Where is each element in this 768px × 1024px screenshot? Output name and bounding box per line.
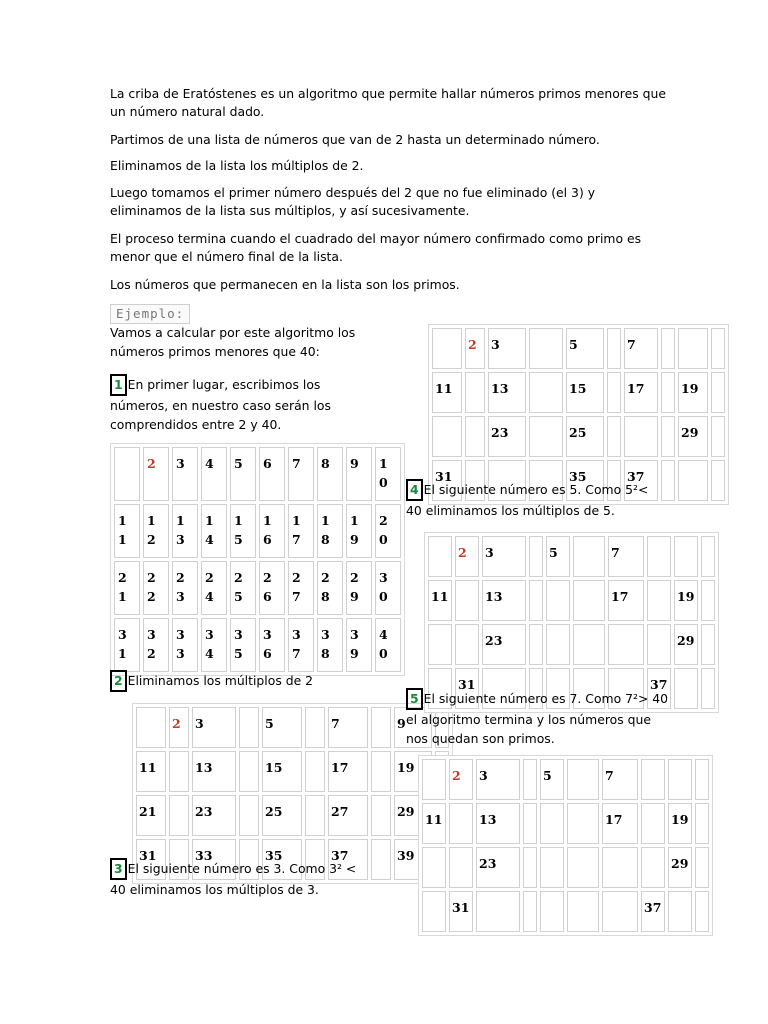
grid-cell: 29 [678, 416, 708, 457]
intro-paragraph-6: Los números que permanecen en la lista son los primos. [110, 277, 460, 292]
grid-cell: 3 1 [114, 618, 140, 672]
step-number: 3 [110, 858, 127, 880]
grid-cell [114, 447, 140, 501]
step-number: 2 [110, 670, 127, 692]
grid-cell: 29 [394, 795, 432, 836]
grid-cell [523, 759, 537, 800]
grid-cell [546, 580, 570, 621]
grid-cell: 2 7 [288, 561, 314, 615]
grid-cell [647, 624, 671, 665]
grid-cell [567, 847, 599, 888]
grid-cell [529, 624, 543, 665]
grid-cell [647, 536, 671, 577]
grid-cell: 25 [262, 795, 302, 836]
grid-cell [624, 416, 658, 457]
grid-cell: 31 [449, 891, 473, 932]
grid-row [422, 803, 709, 844]
grid-cell: 1 9 [346, 504, 372, 558]
grid-cell [608, 624, 644, 665]
grid-cell [529, 536, 543, 577]
grid-cell [661, 416, 675, 457]
grid-cell: 37 [624, 460, 658, 501]
grid-cell [449, 847, 473, 888]
grid-row [114, 561, 401, 615]
grid-cell: 31 [136, 839, 166, 880]
grid-cell: 13 [476, 803, 520, 844]
grid-cell [661, 372, 675, 413]
grid-cell: 29 [674, 624, 698, 665]
step-number: 1 [110, 374, 127, 396]
grid-cell [540, 847, 564, 888]
grid-cell [371, 839, 391, 880]
grid-row [422, 847, 709, 888]
grid-cell: 8 [317, 447, 343, 501]
intro-paragraph-1: La criba de Eratóstenes es un algoritmo que permite hallar números primos menores que un número natural dado. [110, 86, 666, 119]
grid-cell [523, 803, 537, 844]
grid-cell [647, 580, 671, 621]
grid-cell: 31 [455, 668, 479, 709]
grid-cell [607, 328, 621, 369]
numbers-grid-full [110, 443, 405, 676]
grid-cell [529, 372, 563, 413]
grid-cell [668, 759, 692, 800]
grid-cell [371, 751, 391, 792]
grid-cell [239, 795, 259, 836]
grid-cell [422, 891, 446, 932]
grid-cell: 35 [262, 839, 302, 880]
grid-cell [701, 536, 715, 577]
example-text: Vamos a calcular por este algoritmo los números primos menores que 40: [110, 325, 356, 359]
grid-cell [455, 580, 479, 621]
grid-cell: 1 5 [230, 504, 256, 558]
grid-cell [169, 795, 189, 836]
grid-cell: 4 [201, 447, 227, 501]
grid-cell [305, 707, 325, 748]
grid-cell: 2 [169, 707, 189, 748]
grid-cell: 3 [482, 536, 526, 577]
grid-cell: 23 [482, 624, 526, 665]
grid-cell: 23 [476, 847, 520, 888]
grid-cell: 6 [259, 447, 285, 501]
grid-cell: 7 [608, 536, 644, 577]
grid-cell [455, 624, 479, 665]
grid-cell [371, 707, 391, 748]
step-text: El siguiente número es 5. Como 5²< 40 eliminamos los múltiplos de 5. [406, 482, 649, 518]
grid-cell: 1 3 [172, 504, 198, 558]
grid-cell [432, 416, 462, 457]
step-3 [110, 858, 370, 899]
step-text: En primer lugar, escribimos los números, en nuestro caso serán los comprendidos entre 2 y 40. [110, 377, 331, 432]
grid-cell [540, 891, 564, 932]
grid-cell: 37 [641, 891, 665, 932]
grid-cell [695, 759, 709, 800]
grid-cell: 7 [328, 707, 368, 748]
grid-cell: 3 2 [143, 618, 169, 672]
grid-cell [641, 759, 665, 800]
grid-cell [305, 795, 325, 836]
grid-cell [573, 580, 605, 621]
intro-paragraph-4: Luego tomamos el primer número después del 2 que no fue eliminado (el 3) y eliminamos de la lista sus múltiplos, y así sucesivamente. [110, 185, 596, 218]
grid-cell: 15 [262, 751, 302, 792]
grid-cell: 1 2 [143, 504, 169, 558]
step-1 [110, 374, 370, 434]
grid-cell: 31 [432, 460, 462, 501]
grid-cell: 2 2 [143, 561, 169, 615]
grid-cell: 13 [488, 372, 526, 413]
grid-cell [674, 668, 698, 709]
grid-cell: 11 [428, 580, 452, 621]
grid-cell [529, 580, 543, 621]
grid-cell [641, 803, 665, 844]
grid-cell [465, 372, 485, 413]
grid-cell: 2 [455, 536, 479, 577]
grid-cell [523, 847, 537, 888]
grid-cell [540, 803, 564, 844]
grid-cell: 35 [566, 460, 604, 501]
grid-cell [573, 536, 605, 577]
grid-cell: 5 [546, 536, 570, 577]
grid-cell [428, 536, 452, 577]
grid-cell [529, 328, 563, 369]
grid-cell: 17 [624, 372, 658, 413]
grid-cell: 2 5 [230, 561, 256, 615]
grid-cell [711, 328, 725, 369]
grid-cell: 19 [674, 580, 698, 621]
grid-cell: 19 [668, 803, 692, 844]
grid-cell: 2 8 [317, 561, 343, 615]
grid-cell [701, 668, 715, 709]
grid-cell [422, 847, 446, 888]
grid-cell [607, 416, 621, 457]
grid-cell: 2 3 [172, 561, 198, 615]
intro-paragraph-5: El proceso termina cuando el cuadrado del mayor número confirmado como primo es menor que el número final de la lista. [110, 231, 642, 264]
grid-cell [305, 751, 325, 792]
grid-cell: 5 [262, 707, 302, 748]
grid-row [114, 618, 401, 672]
grid-cell: 3 3 [172, 618, 198, 672]
grid-row [422, 759, 709, 800]
grid-row [432, 416, 725, 457]
grid-cell: 3 7 [288, 618, 314, 672]
grid-cell: 37 [328, 839, 368, 880]
grid-row [136, 707, 449, 748]
grid-cell: 2 0 [375, 504, 401, 558]
numbers-grid-step-2 [132, 703, 453, 884]
grid-cell: 23 [488, 416, 526, 457]
grid-cell: 39 [394, 839, 432, 880]
grid-cell [523, 891, 537, 932]
step-text: El siguiente número es 7. Como 7²> 40 el algoritmo termina y los números que nos quedan son primos. [406, 691, 669, 746]
grid-cell [695, 803, 709, 844]
grid-cell: 2 9 [346, 561, 372, 615]
step-text: El siguiente número es 3. Como 3² < 40 eliminamos los múltiplos de 3. [110, 861, 357, 897]
grid-cell [422, 759, 446, 800]
intro-paragraph-2: Partimos de una lista de números que van de 2 hasta un determinado número. [110, 132, 600, 147]
grid-cell: 37 [647, 668, 671, 709]
grid-cell [371, 795, 391, 836]
grid-cell: 9 [346, 447, 372, 501]
grid-cell [668, 891, 692, 932]
step-4 [406, 479, 666, 520]
grid-cell: 2 6 [259, 561, 285, 615]
grid-cell [695, 847, 709, 888]
grid-row [136, 751, 449, 792]
grid-cell [711, 372, 725, 413]
grid-cell [661, 328, 675, 369]
grid-cell: 2 [449, 759, 473, 800]
grid-row [428, 536, 715, 577]
grid-cell: 1 1 [114, 504, 140, 558]
grid-cell [678, 460, 708, 501]
grid-cell: 3 4 [201, 618, 227, 672]
grid-cell [607, 372, 621, 413]
step-5 [406, 688, 676, 748]
grid-cell [169, 751, 189, 792]
numbers-grid-step-4 [424, 532, 719, 713]
grid-cell: 9 [394, 707, 432, 748]
grid-cell [641, 847, 665, 888]
grid-cell: 2 1 [114, 561, 140, 615]
step-text: Eliminamos los múltiplos de 2 [127, 673, 314, 688]
step-number: 4 [406, 479, 423, 501]
grid-cell [695, 891, 709, 932]
grid-cell: 3 8 [317, 618, 343, 672]
grid-cell [678, 328, 708, 369]
grid-cell: 19 [678, 372, 708, 413]
grid-cell: 7 [602, 759, 638, 800]
grid-cell: 3 9 [346, 618, 372, 672]
grid-cell: 13 [482, 580, 526, 621]
step-2 [110, 670, 370, 692]
grid-cell [602, 891, 638, 932]
grid-cell [465, 416, 485, 457]
grid-cell [529, 416, 563, 457]
grid-cell [428, 624, 452, 665]
grid-cell [476, 891, 520, 932]
grid-cell: 5 [230, 447, 256, 501]
grid-cell: 11 [422, 803, 446, 844]
grid-cell: 3 [476, 759, 520, 800]
grid-cell: 1 7 [288, 504, 314, 558]
grid-row [428, 624, 715, 665]
grid-cell: 2 4 [201, 561, 227, 615]
grid-cell: 7 [288, 447, 314, 501]
grid-cell: 19 [394, 751, 432, 792]
grid-cell: 29 [668, 847, 692, 888]
grid-cell: 25 [566, 416, 604, 457]
grid-cell: 17 [602, 803, 638, 844]
grid-cell [573, 624, 605, 665]
grid-row [432, 328, 725, 369]
grid-cell [674, 536, 698, 577]
grid-cell [432, 328, 462, 369]
grid-row [428, 580, 715, 621]
grid-cell: 1 4 [201, 504, 227, 558]
grid-cell: 2 [143, 447, 169, 501]
grid-row [114, 504, 401, 558]
grid-cell: 5 [566, 328, 604, 369]
grid-cell: 3 0 [375, 561, 401, 615]
grid-cell [567, 759, 599, 800]
grid-cell [602, 847, 638, 888]
grid-cell: 3 [488, 328, 526, 369]
grid-cell [546, 624, 570, 665]
grid-cell: 17 [608, 580, 644, 621]
grid-cell: 1 8 [317, 504, 343, 558]
grid-cell: 11 [432, 372, 462, 413]
grid-cell [701, 624, 715, 665]
grid-cell: 1 0 [375, 447, 401, 501]
grid-cell [711, 416, 725, 457]
grid-cell: 2 [465, 328, 485, 369]
grid-cell: 3 [172, 447, 198, 501]
grid-cell [136, 707, 166, 748]
grid-cell: 15 [566, 372, 604, 413]
grid-cell: 1 6 [259, 504, 285, 558]
grid-cell: 7 [624, 328, 658, 369]
grid-cell: 11 [136, 751, 166, 792]
grid-row [432, 372, 725, 413]
grid-cell [567, 803, 599, 844]
grid-cell: 13 [192, 751, 236, 792]
grid-cell [567, 891, 599, 932]
step-number: 5 [406, 688, 423, 710]
grid-cell: 17 [328, 751, 368, 792]
grid-row [114, 447, 401, 501]
grid-cell: 23 [192, 795, 236, 836]
grid-cell: 5 [540, 759, 564, 800]
intro-paragraph-3: Eliminamos de la lista los múltiplos de 2. [110, 158, 364, 173]
example-label: Ejemplo: [110, 304, 190, 324]
grid-cell: 4 0 [375, 618, 401, 672]
grid-row [422, 891, 709, 932]
numbers-grid-final [418, 755, 713, 936]
grid-cell [449, 803, 473, 844]
grid-cell: 27 [328, 795, 368, 836]
grid-cell: 21 [136, 795, 166, 836]
grid-cell [711, 460, 725, 501]
grid-cell [701, 580, 715, 621]
grid-cell: 3 [192, 707, 236, 748]
grid-cell [239, 751, 259, 792]
grid-row [136, 795, 449, 836]
grid-cell: 3 6 [259, 618, 285, 672]
grid-cell: 33 [192, 839, 236, 880]
grid-cell: 3 5 [230, 618, 256, 672]
grid-cell [239, 707, 259, 748]
numbers-grid-step-3 [428, 324, 729, 505]
